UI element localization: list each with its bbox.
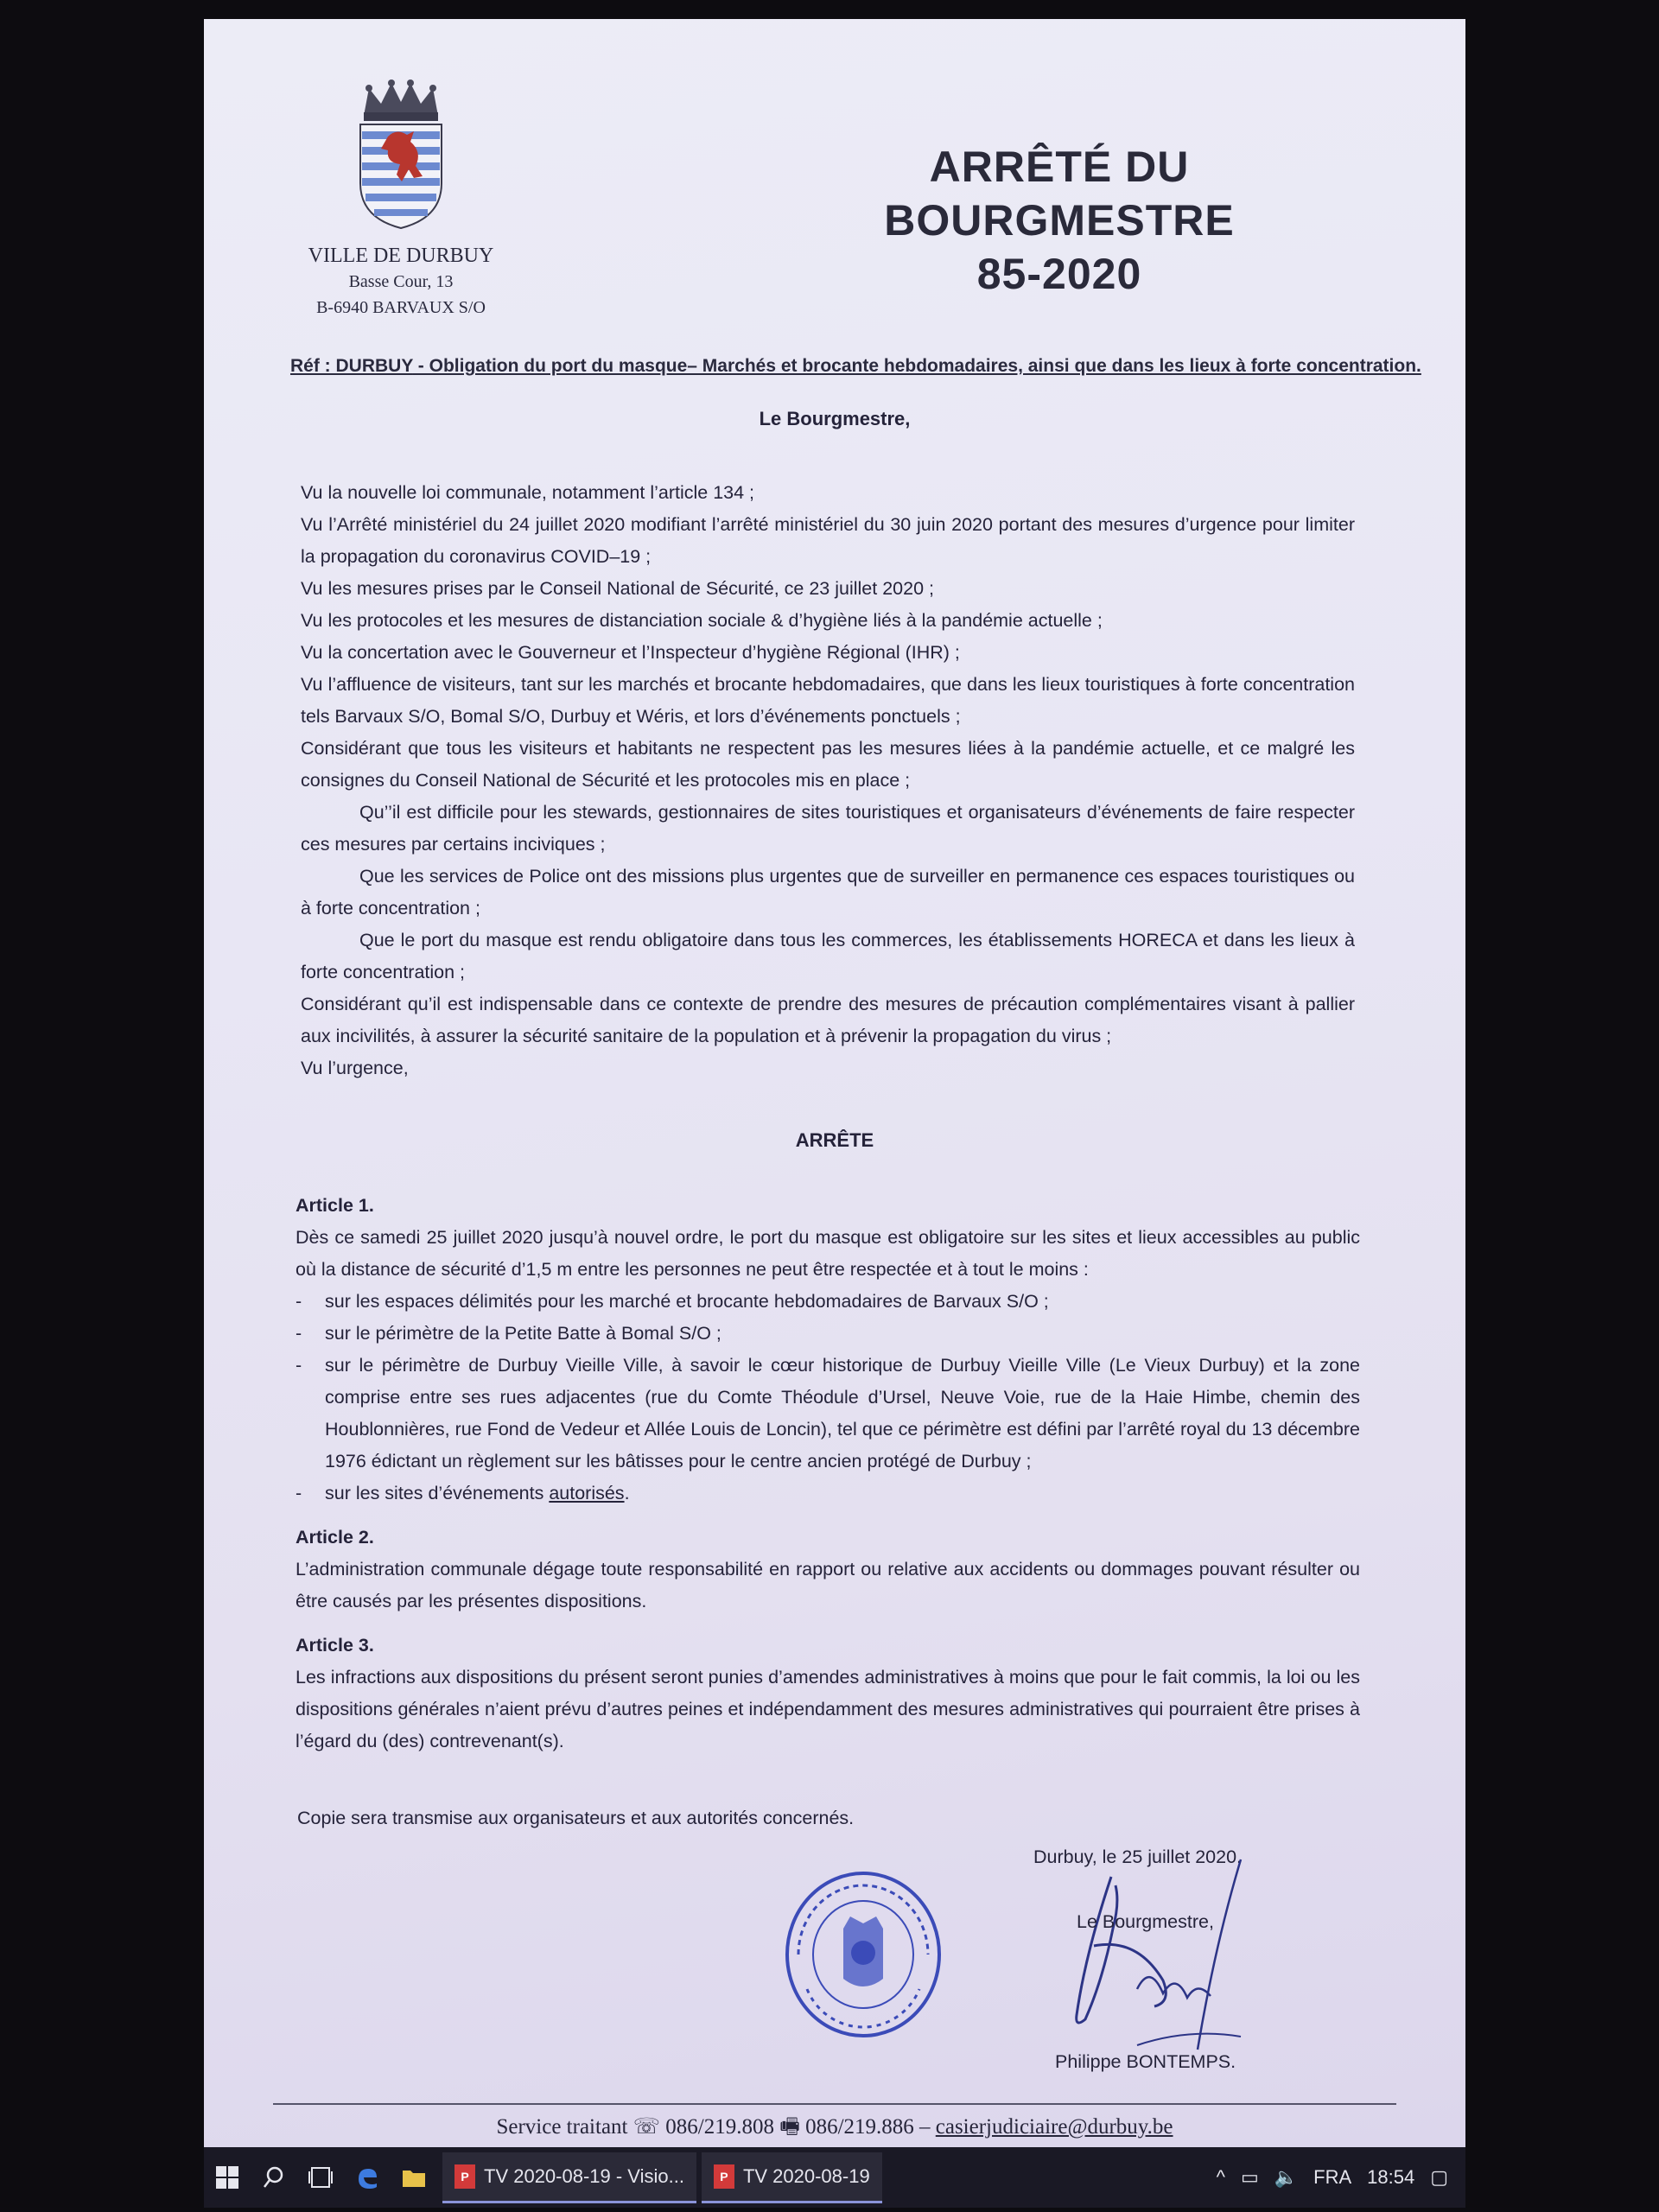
signature-date: Durbuy, le 25 juillet 2020. [1033,1847,1243,1867]
reference-text: - Obligation du port du masque– Marchés et brocante hebdomadaires, ainsi que dans les lieux à forte concentration. [412,356,1421,376]
fax-icon: 🖷 [779,2115,800,2139]
handwritten-signature [1033,1851,1258,2058]
reference-line [290,356,1421,377]
considerant-4: Vu les protocoles et les mesures de distanciation sociale & d’hygiène liés à la pandémie actuelle ; [301,610,1103,631]
article-1-item: - sur le périmètre de la Petite Batte à Bomal S/O ; [296,1318,1360,1350]
footer-phone: 086/219.808 [665,2115,774,2139]
article-3-text: Les infractions aux dispositions du présent seront punies d’amendes administratives à moins que pour le fait commis, la loi ou les dispositions générales n’aient prévu d’autres peines et indépendamment des mesures administratives qui pourraient être prises à l’égard du (des) contrevenant(s). [296,1667,1360,1751]
greeting: Le Bourgmestre, [759,408,911,429]
notification-icon[interactable]: ▢ [1430,2166,1448,2188]
pdf-icon: P [454,2164,475,2189]
considerant-12: Vu l’urgence, [301,1058,409,1078]
considerant-7: Considérant que tous les visiteurs et habitants ne respectent pas les mesures liées à la pandémie actuelle, et ce malgré les consignes du Conseil National de Sécurité et les protocoles mis en place ; [301,738,1355,791]
considerant-5: Vu la concertation avec le Gouverneur et l’Inspecteur d’hygiène Régional (IHR) ; [301,642,960,663]
article-1-item: - sur le périmètre de Durbuy Vieille Ville, à savoir le cœur historique de Durbuy Vieille Ville (Le Vieux Durbuy) et la zone comprise entre ses rues adjacentes (rue du Comte Théodule d’Ursel, Neuve Voie, rue de la Haie Himbe, chemin des Houblonnières, rue Fond de Vedeur et Allée Louis de Loncin), tel que ce périmètre est défini par l’arrêté royal du 13 décembre 1976 édictant un règlement sur les bâtisses pour le centre ancien protégé de Durbuy ; [296,1350,1360,1478]
taskbar [204,2147,1465,2208]
considerant-2: Vu l’Arrêté ministériel du 24 juillet 2020 modifiant l’arrêté ministériel du 30 juin 2020 portant des mesures d’urgence pour limiter la propagation du coronavirus COVID–19 ; [301,514,1355,567]
article-1-list [296,1286,1360,1510]
file-explorer-icon[interactable] [391,2152,437,2203]
volume-icon[interactable]: 🔈 [1274,2166,1299,2188]
document-page [204,19,1465,2139]
screen [204,19,1465,2153]
windows-start-icon[interactable] [204,2152,251,2203]
task-view-icon[interactable] [297,2152,344,2203]
copie-notice: Copie sera transmise aux organisateurs et aux autorités concernés. [297,1808,855,1828]
article-3-heading: Article 3. [296,1635,374,1656]
search-icon[interactable] [251,2152,297,2203]
pdf-icon: P [714,2164,734,2189]
system-tray [1217,2166,1465,2189]
battery-icon[interactable]: ▭ [1240,2166,1259,2188]
chevron-up-icon[interactable]: ^ [1216,2166,1225,2188]
title-line-2: 85-2020 [976,250,1142,298]
footer-label: Service traitant [496,2115,628,2139]
article-2-text: L’administration communale dégage toute responsabilité en rapport ou relative aux accidents ou dommages pouvant résulter ou être causés par les présentes dispositions. [296,1559,1360,1611]
clock[interactable]: 18:54 [1367,2166,1415,2188]
last-item-suffix: . [624,1483,630,1503]
footer-email-link[interactable]: casierjudiciaire@durbuy.be [935,2115,1173,2139]
last-item-underlined: autorisés [549,1483,625,1503]
taskbar-app-document[interactable] [702,2152,882,2203]
reference-label: Réf : DURBUY [290,356,413,376]
article-1-intro: Dès ce samedi 25 juillet 2020 jusqu’à nouvel ordre, le port du masque est obligatoire sur les sites et lieux accessibles au public où la distance de sécurité d’1,5 m entre les personnes ne peut être respectée et à tout le moins : [296,1227,1360,1280]
letterhead [289,79,513,321]
considerant-9: Que les services de Police ont des missions plus urgentes que de surveiller en permanence ces espaces touristiques ou à forte concentration ; [301,866,1355,918]
title-line-1: ARRÊTÉ DU BOURGMESTRE [884,143,1235,245]
coat-of-arms-icon [353,79,448,231]
phone-icon: ☏ [632,2115,660,2139]
last-item-prefix: sur les sites d’événements [325,1483,550,1503]
considerant-10: Que le port du masque est rendu obligatoire dans tous les commerces, les établissements HORECA et dans les lieux à forte concentration ; [301,930,1355,982]
considerant-11: Considérant qu’il est indispensable dans ce contexte de prendre des mesures de précaution complémentaires visant à pallier aux incivilités, à assurer la sécurité sanitaire de la population et à prévenir la propagation du virus ; [301,994,1355,1046]
edge-browser-icon[interactable] [344,2152,391,2203]
article-2-heading: Article 2. [296,1527,374,1548]
taskbar-app-visio-label: TV 2020-08-19 - Visio... [484,2164,684,2187]
language-indicator[interactable]: FRA [1313,2166,1352,2188]
arrete-heading: ARRÊTE [795,1129,874,1151]
signature-role: Le Bourgmestre, [1077,1911,1214,1932]
town-name: VILLE DE DURBUY [308,245,494,267]
footer [204,2110,1465,2147]
article-1-heading: Article 1. [296,1195,374,1216]
article-1-item: - sur les espaces délimités pour les marché et brocante hebdomadaires de Barvaux S/O ; [296,1286,1360,1318]
document-title [757,140,1362,301]
taskbar-app-visio[interactable] [442,2152,696,2203]
municipal-seal-icon [781,1868,945,2041]
article-1-item-last [296,1478,1360,1510]
articles [296,1190,1360,1758]
footer-fax: 086/219.886 [805,2115,914,2139]
considerants [301,477,1355,1084]
address-line-2: B-6940 BARVAUX S/O [316,298,486,317]
considerant-1: Vu la nouvelle loi communale, notamment l’article 134 ; [301,482,755,503]
considerant-6: Vu l’affluence de visiteurs, tant sur les marchés et brocante hebdomadaires, que dans les lieux touristiques à forte concentration tels Barvaux S/O, Bomal S/O, Durbuy et Wéris, et lors d’événements ponctuels ; [301,674,1355,727]
considerant-3: Vu les mesures prises par le Conseil National de Sécurité, ce 23 juillet 2020 ; [301,578,934,599]
footer-dash: – [919,2115,931,2139]
taskbar-app-document-label: TV 2020-08-19 [742,2164,870,2187]
address-line-1: Basse Cour, 13 [348,272,454,291]
considerant-8: Qu’’il est difficile pour les stewards, gestionnaires de sites touristiques et organisateurs d’événements de faire respecter ces mesures par certains inciviques ; [301,802,1355,855]
signature-name: Philippe BONTEMPS. [1055,2051,1236,2072]
footer-divider [273,2103,1396,2105]
